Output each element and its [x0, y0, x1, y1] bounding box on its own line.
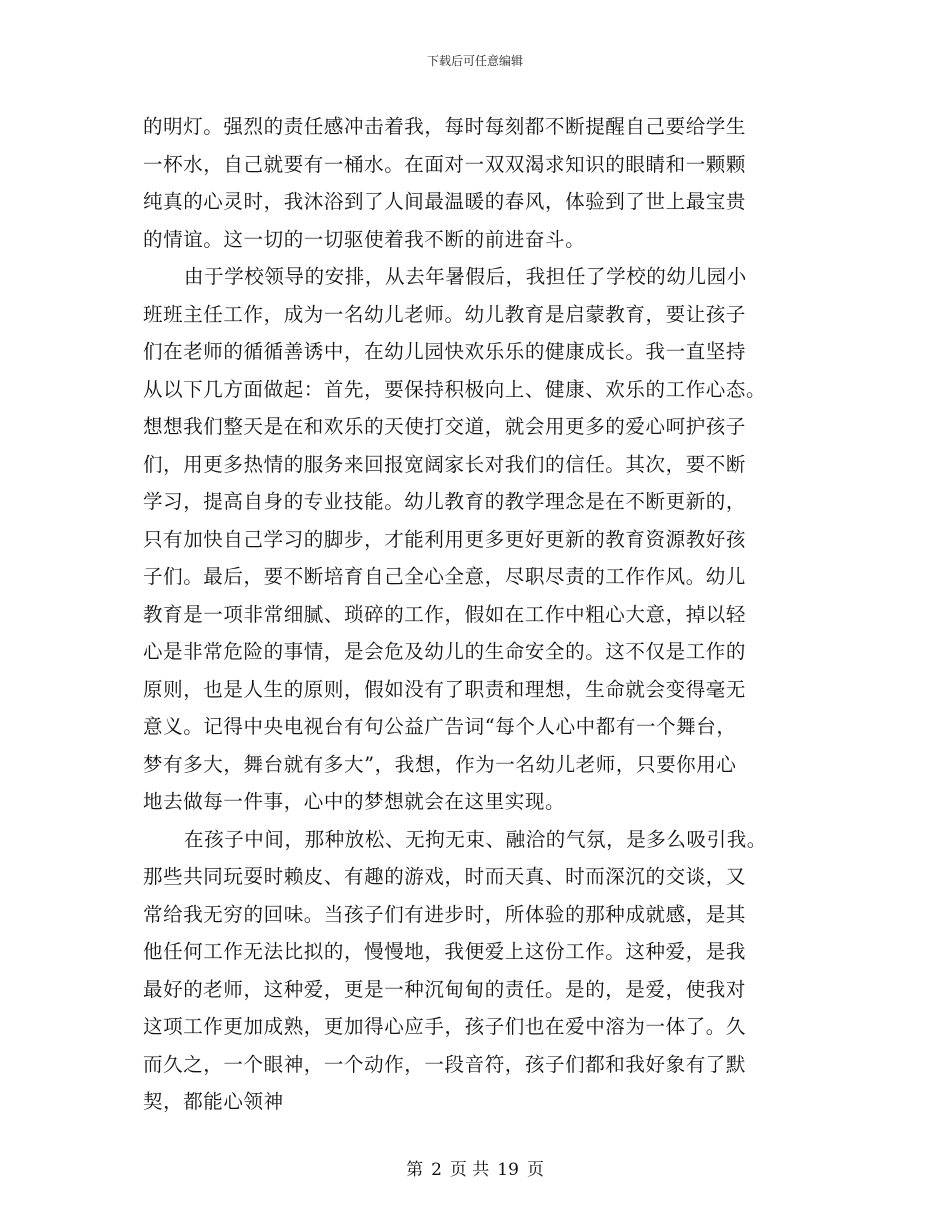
- text-line: 学习，提高自身的专业技能。幼儿教育的教学理念是在不断更新的，: [143, 490, 747, 513]
- text-line: 教育是一项非常细腻、琐碎的工作，假如在工作中粗心大意，掉以轻: [143, 602, 747, 626]
- footer-middle: 页 共: [449, 1160, 490, 1180]
- text-line: 契，都能心领神: [143, 1090, 284, 1113]
- text-line: 由于学校领导的安排，从去年暑假后，我担任了学校的幼儿园小: [184, 265, 747, 288]
- text-line: 最好的老师，这种爱，更是一种沉甸甸的责任。是的，是爱，使我对: [143, 977, 747, 1001]
- text-line: 而久之，一个眼神，一个动作，一段音符，孩子们都和我好象有了默: [143, 1052, 747, 1076]
- text-line: 原则，也是人生的原则，假如没有了职责和理想，生命就会变得毫无: [143, 677, 747, 701]
- text-line: 这项工作更加成熟，更加得心应手，孩子们也在爱中溶为一体了。久: [143, 1015, 747, 1038]
- text-line: 从以下几方面做起：首先，要保持积极向上、健康、欢乐的工作心态。: [143, 377, 767, 401]
- text-line: 纯真的心灵时，我沐浴到了人间最温暖的春风，体验到了世上最宝贵: [143, 190, 747, 213]
- text-line: 梦有多大，舞台就有多大”，我想，作为一名幼儿老师，只要你用心: [143, 752, 737, 776]
- text-line: 子们。最后，要不断培育自己全心全意，尽职尽责的工作作风。幼儿: [143, 565, 747, 588]
- text-line: 们，用更多热情的服务来回报宽阔家长对我们的信任。其次，要不断: [143, 452, 747, 476]
- text-line: 们在老师的循循善诱中，在幼儿园快欢乐乐的健康成长。我一直坚持: [143, 340, 747, 363]
- text-line: 他任何工作无法比拟的，慢慢地，我便爱上这份工作。这种爱，是我: [143, 940, 747, 963]
- document-body: [143, 108, 813, 1121]
- text-line: 意义。记得中央电视台有句公益广告词“每个人心中都有一个舞台，: [143, 715, 737, 738]
- text-line: 班班主任工作，成为一名幼儿老师。幼儿教育是启蒙教育，要让孩子: [143, 302, 747, 326]
- text-line: 心是非常危险的事情，是会危及幼儿的生命安全的。这不仅是工作的: [143, 640, 747, 663]
- footer-total-pages: 19: [497, 1160, 519, 1180]
- page-footer: [0, 1155, 950, 1180]
- text-line: 的明灯。强烈的责任感冲击着我，每时每刻都不断提醒自己要给学生: [143, 115, 747, 138]
- text-line: 在孩子中间，那种放松、无拘无束、融洽的气氛，是多么吸引我。: [184, 827, 767, 851]
- footer-page-number: 2: [431, 1160, 442, 1180]
- footer-suffix: 页: [526, 1160, 544, 1180]
- page-header: 下载后可任意编辑: [426, 54, 523, 68]
- text-line: 的情谊。这一切的一切驱使着我不断的前进奋斗。: [143, 227, 586, 251]
- text-line: 常给我无穷的回味。当孩子们有进步时，所体验的那种成就感，是其: [143, 902, 747, 926]
- text-line: 想想我们整天是在和欢乐的天使打交道，就会用更多的爱心呵护孩子: [143, 415, 747, 438]
- text-line: 只有加快自己学习的脚步，才能利用更多更好更新的教育资源教好孩: [143, 527, 747, 551]
- footer-prefix: 第: [406, 1160, 424, 1180]
- text-line: 那些共同玩耍时赖皮、有趣的游戏，时而天真、时而深沉的交谈，又: [143, 865, 747, 888]
- text-line: 地去做每一件事，心中的梦想就会在这里实现。: [143, 790, 566, 813]
- text-line: 一杯水，自己就要有一桶水。在面对一双双渴求知识的眼睛和一颗颗: [143, 152, 747, 176]
